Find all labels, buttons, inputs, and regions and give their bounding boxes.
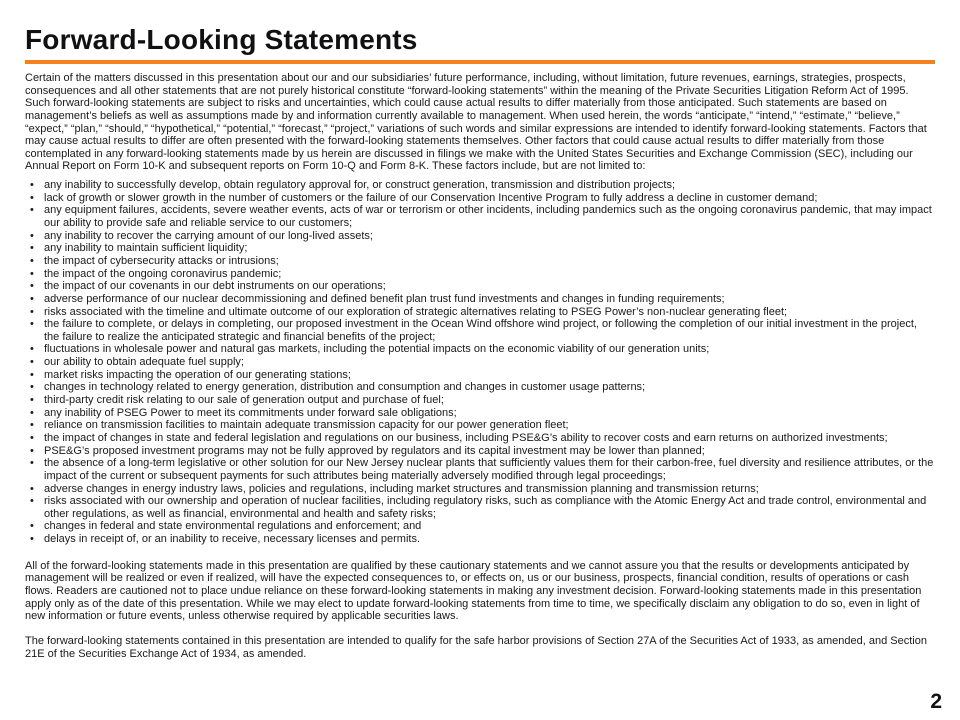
list-item: • any inability to recover the carrying amount of our long-lived assets; (25, 230, 935, 243)
list-item: • any inability of PSEG Power to meet its commitments under forward sale obligations; (25, 407, 935, 420)
list-item: • the impact of changes in state and federal legislation and regulations on our business, including PSE&G’s ability to recover costs and earn returns on authorized investments; (25, 432, 935, 445)
list-item: • the impact of cybersecurity attacks or intrusions; (25, 255, 935, 268)
title-underline-rule (25, 60, 935, 64)
list-item: • changes in federal and state environmental regulations and enforcement; and (25, 520, 935, 533)
list-item: • the impact of the ongoing coronavirus pandemic; (25, 268, 935, 281)
intro-paragraph: Certain of the matters discussed in this presentation about our and our subsidiaries’ future performance, including, without limitation, future revenues, earnings, strategies, prospects, consequences and all other statements that are not purely historical constitute “forward-looking statements” within the meaning of the Private Securities Litigation Reform Act of 1995. Such forward-looking statements are subject to risks and uncertainties, which could cause actual results to differ materially from those anticipated. Such statements are based on management’s beliefs as well as assumptions made by and information currently available to management. When used herein, the words “anticipate,” “intend,” “estimate,” “believe,” “expect,” “plan,” “should,” “hypothetical,” “potential,” “forecast,” “project,” variations of such words and similar expressions are intended to identify forward-looking statements. Factors that may cause actual results to differ are often presented with the forward-looking statements themselves. Other factors that could cause actual results to differ materially from those contemplated in any forward-looking statements made by us herein are discussed in filings we make with the United States Securities and Exchange Commission (SEC), including our Annual Report on Form 10-K and subsequent reports on Form 10-Q and Form 8-K. These factors include, but are not limited to: (25, 72, 927, 173)
list-item: • our ability to obtain adequate fuel supply; (25, 356, 935, 369)
list-item: • the impact of our covenants in our debt instruments on our operations; (25, 280, 935, 293)
list-item: • adverse performance of our nuclear decommissioning and defined benefit plan trust fund investments and changes in funding requirements; (25, 293, 935, 306)
list-item: • lack of growth or slower growth in the number of customers or the failure of our Conservation Incentive Program to fully address a decline in customer demand; (25, 192, 935, 205)
list-item: • market risks impacting the operation of our generating stations; (25, 369, 935, 382)
closing-paragraph-1: All of the forward-looking statements made in this presentation are qualified by these cautionary statements and we cannot assure you that the results or developments anticipated by management will be realized or even if realized, will have the expected consequences to, or effects on, us or our business, prospects, financial condition, results of operations or cash flows. Readers are cautioned not to place undue reliance on these forward-looking statements in making any investment decision. Forward-looking statements made in this presentation apply only as of the date of this presentation. While we may elect to update forward-looking statements from time to time, we specifically disclaim any obligation to do so, even in light of new information or future events, unless otherwise required by applicable securities laws. (25, 559, 922, 623)
list-item: • reliance on transmission facilities to maintain adequate transmission capacity for our power generation fleet; (25, 419, 935, 432)
list-item: • the absence of a long-term legislative or other solution for our New Jersey nuclear plants that sufficiently values them for their carbon-free, fuel diversity and resilience attributes, or the impact of the current or subsequent payments for such attributes being materially adversely modified through legal proceedings; (25, 457, 935, 482)
page-number: 2 (930, 690, 942, 713)
closing-paragraph-2: The forward-looking statements contained in this presentation are intended to qualify for the safe harbor provisions of Section 27A of the Securities Act of 1933, as amended, and Section 21E of the Securities Exchange Act of 1934, as amended. (25, 634, 927, 660)
list-item: • risks associated with the timeline and ultimate outcome of our exploration of strategic alternatives relating to PSEG Power’s non-nuclear generating fleet; (25, 306, 935, 319)
list-item: • adverse changes in energy industry laws, policies and regulations, including market structures and transmission planning and transmission returns; (25, 483, 935, 496)
list-item: • changes in technology related to energy generation, distribution and consumption and changes in customer usage patterns; (25, 381, 935, 394)
list-item: • any inability to maintain sufficient liquidity; (25, 242, 935, 255)
list-item: • risks associated with our ownership and operation of nuclear facilities, including regulatory risks, such as compliance with the Atomic Energy Act and trade control, environmental and other regulations, as well as financial, environmental and health and safety risks; (25, 495, 935, 520)
disclaimer-list (25, 179, 935, 546)
list-item: • any inability to successfully develop, obtain regulatory approval for, or construct generation, transmission and distribution projects; (25, 179, 935, 192)
list-item: • fluctuations in wholesale power and natural gas markets, including the potential impacts on the economic viability of our generation units; (25, 343, 935, 356)
list-item: • PSE&G’s proposed investment programs may not be fully approved by regulators and its capital investment may be lower than planned; (25, 445, 935, 458)
list-item: • third-party credit risk relating to our sale of generation output and purchase of fuel; (25, 394, 935, 407)
list-item: • the failure to complete, or delays in completing, our proposed investment in the Ocean Wind offshore wind project, or following the completion of our initial investment in the project, the failure to realize the anticipated strategic and financial benefits of the project; (25, 318, 935, 343)
list-item: • any equipment failures, accidents, severe weather events, acts of war or terrorism or other incidents, including pandemics such as the ongoing coronavirus pandemic, that may impact our ability to provide safe and reliable service to our customers; (25, 204, 935, 229)
list-item: • delays in receipt of, or an inability to receive, necessary licenses and permits. (25, 533, 935, 546)
page-title: Forward-Looking Statements (25, 24, 418, 55)
